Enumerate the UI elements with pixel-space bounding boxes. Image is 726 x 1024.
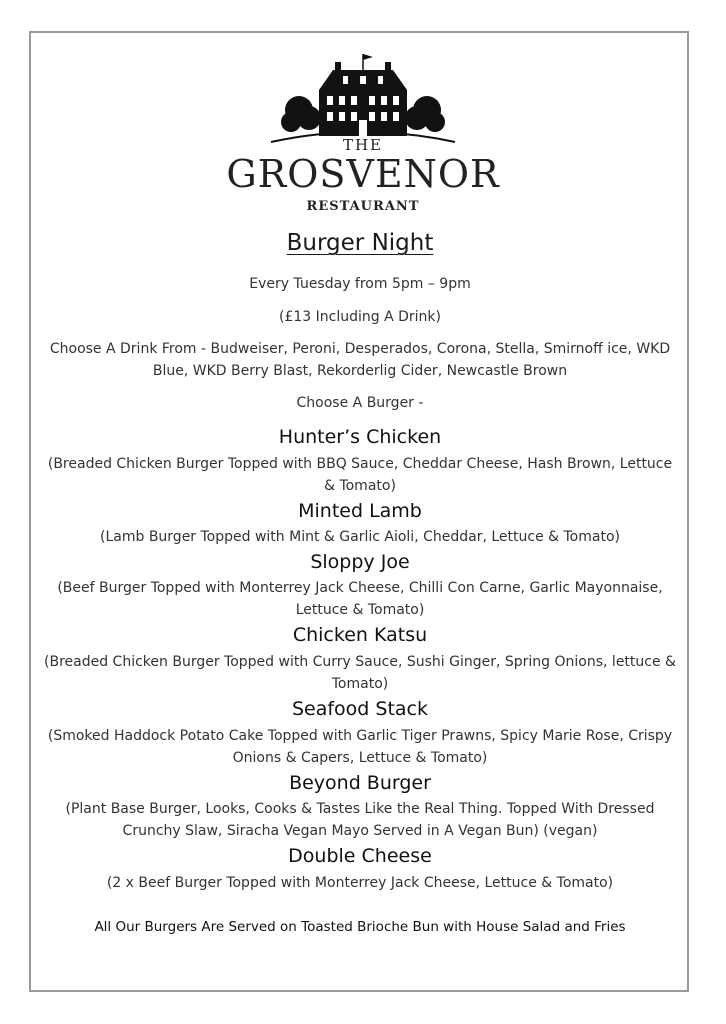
footer-note: All Our Burgers Are Served on Toasted Brioche Bun with House Salad and Fries [94, 919, 626, 935]
burger-name: Beyond Burger [289, 772, 431, 794]
price-text: (£13 Including A Drink) [279, 309, 441, 325]
burger-name: Chicken Katsu [292, 624, 428, 646]
burger-description: (Breaded Chicken Burger Topped with Curry Sauce, Sushi Ginger, Spring Onions, lettuce & [44, 654, 676, 670]
page-title: Burger Night [286, 230, 434, 256]
burger-description: Lettuce & Tomato) [295, 602, 425, 618]
brand-name: GROSVENOR [226, 152, 500, 196]
burger-description: Crunchy Slaw, Siracha Vegan Mayo Served in A Vegan Bun) (vegan) [122, 823, 598, 839]
drinks-line-1: Choose A Drink From - Budweiser, Peroni, Desperados, Corona, Stella, Smirnoff ice, WKD [49, 341, 671, 357]
burger-description: (Beef Burger Topped with Monterrey Jack Cheese, Chilli Con Carne, Garlic Mayonnaise, [57, 580, 663, 596]
burger-description: Tomato) [331, 676, 389, 692]
burger-description: (Lamb Burger Topped with Mint & Garlic Aioli, Cheddar, Lettuce & Tomato) [100, 529, 620, 545]
burger-name: Hunter’s Chicken [278, 426, 442, 448]
burger-description: & Tomato) [324, 478, 396, 494]
schedule-text: Every Tuesday from 5pm – 9pm [249, 276, 471, 292]
drinks-line-2: Blue, WKD Berry Blast, Rekorderlig Cider, Newcastle Brown [152, 363, 568, 379]
brand-subtitle: RESTAURANT [306, 199, 420, 214]
burger-description: (Smoked Haddock Potato Cake Topped with Garlic Tiger Prawns, Spicy Marie Rose, Crispy [47, 728, 673, 744]
burger-description: (Breaded Chicken Burger Topped with BBQ Sauce, Cheddar Cheese, Hash Brown, Lettuce [47, 456, 673, 472]
choose-burger-text: Choose A Burger - [296, 395, 424, 411]
burger-description: Onions & Capers, Lettuce & Tomato) [232, 750, 488, 766]
burger-name: Minted Lamb [298, 500, 422, 522]
burger-name: Seafood Stack [291, 698, 429, 720]
grosvenor-building-logo [0, 52, 726, 144]
burger-name: Sloppy Joe [310, 551, 410, 573]
burger-description: (Plant Base Burger, Looks, Cooks & Tastes Like the Real Thing. Topped With Dressed [65, 801, 655, 817]
brand-the: THE [342, 136, 384, 154]
burger-description: (2 x Beef Burger Topped with Monterrey Jack Cheese, Lettuce & Tomato) [106, 875, 614, 891]
burger-name: Double Cheese [288, 845, 432, 867]
